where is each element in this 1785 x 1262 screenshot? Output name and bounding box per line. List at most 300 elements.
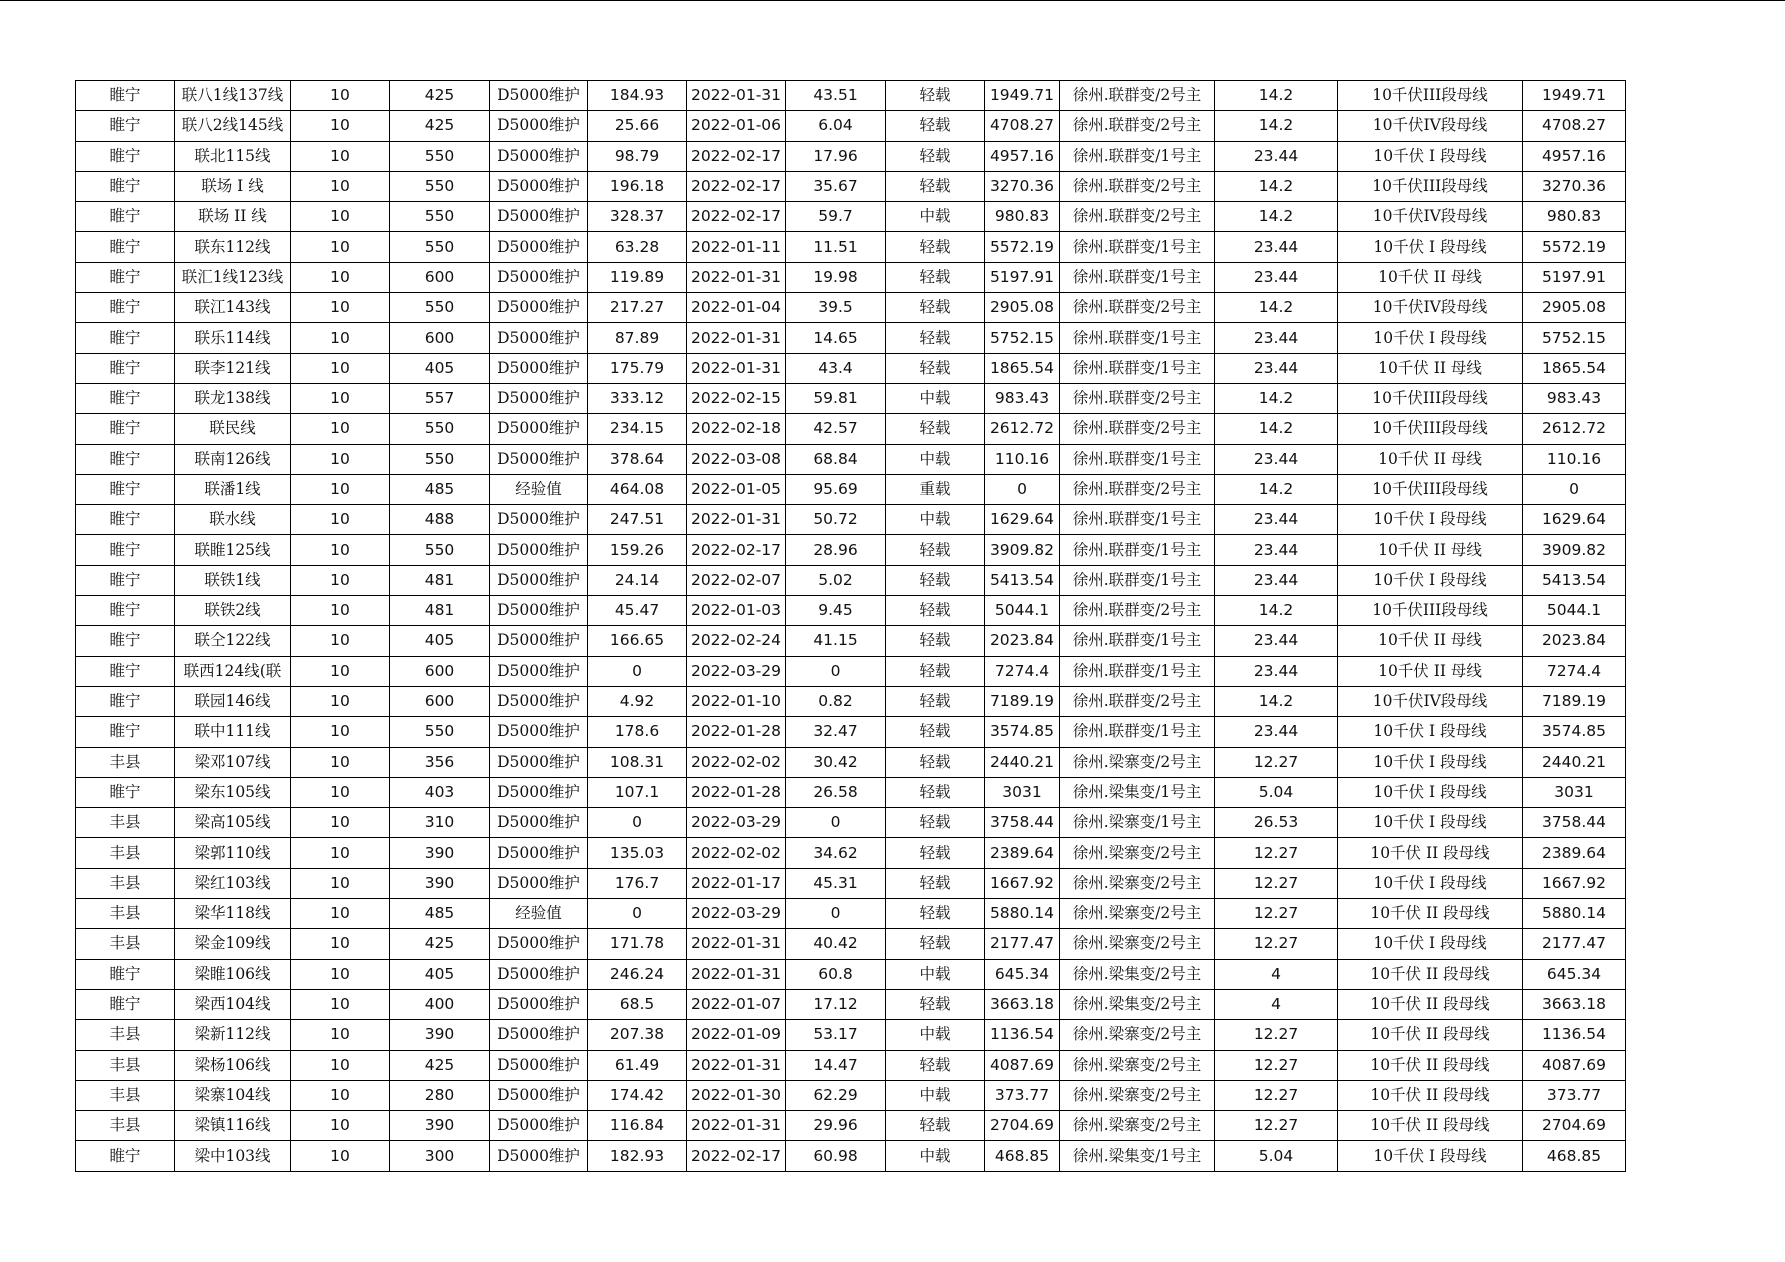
cell-transformer-capacity: 5.04	[1215, 1141, 1338, 1171]
table-row	[76, 81, 1626, 111]
cell-voltage-kv: 10	[291, 596, 390, 626]
cell-load-level: 轻载	[886, 323, 985, 353]
cell-bus-section: 10千伏 II 母线	[1338, 535, 1523, 565]
cell-max-date: 2022-03-29	[687, 899, 786, 929]
cell-load-rate: 29.96	[786, 1111, 886, 1141]
cell-line-name: 联园146线	[175, 686, 291, 716]
cell-bus-section: 10千伏IV段母线	[1338, 686, 1523, 716]
cell-load-level: 中载	[886, 1080, 985, 1110]
cell-capacity-repeat: 1865.54	[1523, 353, 1626, 383]
cell-current-source: D5000维护	[490, 717, 588, 747]
cell-load-rate: 28.96	[786, 535, 886, 565]
cell-max-date: 2022-03-29	[687, 808, 786, 838]
cell-max-current: 217.27	[588, 293, 687, 323]
cell-load-rate: 41.15	[786, 626, 886, 656]
cell-line-name: 联民线	[175, 414, 291, 444]
cell-substation-transformer: 徐州.联群变/2号主	[1060, 171, 1215, 201]
cell-available-capacity: 110.16	[985, 444, 1060, 474]
cell-rated-current: 390	[390, 838, 490, 868]
cell-capacity-repeat: 3758.44	[1523, 808, 1626, 838]
cell-capacity-repeat: 0	[1523, 474, 1626, 504]
cell-rated-current: 550	[390, 414, 490, 444]
cell-available-capacity: 2612.72	[985, 414, 1060, 444]
cell-bus-section: 10千伏 II 母线	[1338, 353, 1523, 383]
cell-county: 睢宁	[76, 353, 175, 383]
cell-rated-current: 600	[390, 656, 490, 686]
cell-available-capacity: 7274.4	[985, 656, 1060, 686]
table-row	[76, 929, 1626, 959]
cell-transformer-capacity: 12.27	[1215, 838, 1338, 868]
cell-substation-transformer: 徐州.联群变/2号主	[1060, 202, 1215, 232]
table-row	[76, 383, 1626, 413]
cell-substation-transformer: 徐州.联群变/2号主	[1060, 414, 1215, 444]
cell-county: 睢宁	[76, 656, 175, 686]
cell-capacity-repeat: 5044.1	[1523, 596, 1626, 626]
table-row	[76, 838, 1626, 868]
cell-max-current: 61.49	[588, 1050, 687, 1080]
cell-rated-current: 600	[390, 262, 490, 292]
cell-voltage-kv: 10	[291, 111, 390, 141]
cell-available-capacity: 0	[985, 474, 1060, 504]
cell-load-rate: 62.29	[786, 1080, 886, 1110]
cell-transformer-capacity: 23.44	[1215, 535, 1338, 565]
cell-available-capacity: 2177.47	[985, 929, 1060, 959]
table-row	[76, 686, 1626, 716]
cell-load-rate: 60.8	[786, 959, 886, 989]
cell-load-rate: 59.7	[786, 202, 886, 232]
cell-transformer-capacity: 23.44	[1215, 262, 1338, 292]
cell-county: 睢宁	[76, 596, 175, 626]
cell-capacity-repeat: 5880.14	[1523, 899, 1626, 929]
cell-bus-section: 10千伏III段母线	[1338, 383, 1523, 413]
cell-max-date: 2022-01-31	[687, 929, 786, 959]
cell-max-date: 2022-02-17	[687, 171, 786, 201]
cell-transformer-capacity: 4	[1215, 989, 1338, 1019]
cell-capacity-repeat: 2389.64	[1523, 838, 1626, 868]
cell-available-capacity: 2440.21	[985, 747, 1060, 777]
cell-bus-section: 10千伏 II 段母线	[1338, 959, 1523, 989]
cell-substation-transformer: 徐州.梁寨变/2号主	[1060, 838, 1215, 868]
cell-line-name: 联八2线145线	[175, 111, 291, 141]
cell-max-current: 171.78	[588, 929, 687, 959]
cell-bus-section: 10千伏 II 段母线	[1338, 1050, 1523, 1080]
cell-capacity-repeat: 5752.15	[1523, 323, 1626, 353]
cell-voltage-kv: 10	[291, 656, 390, 686]
cell-current-source: D5000维护	[490, 232, 588, 262]
cell-transformer-capacity: 14.2	[1215, 686, 1338, 716]
cell-max-date: 2022-01-03	[687, 596, 786, 626]
cell-line-name: 梁高105线	[175, 808, 291, 838]
cell-load-level: 轻载	[886, 1050, 985, 1080]
cell-capacity-repeat: 5197.91	[1523, 262, 1626, 292]
cell-load-rate: 43.4	[786, 353, 886, 383]
cell-max-current: 107.1	[588, 777, 687, 807]
cell-transformer-capacity: 12.27	[1215, 1050, 1338, 1080]
cell-county: 睢宁	[76, 505, 175, 535]
cell-load-level: 轻载	[886, 414, 985, 444]
cell-available-capacity: 1136.54	[985, 1020, 1060, 1050]
cell-max-date: 2022-01-07	[687, 989, 786, 1019]
cell-transformer-capacity: 12.27	[1215, 1111, 1338, 1141]
cell-available-capacity: 5752.15	[985, 323, 1060, 353]
cell-current-source: 经验值	[490, 899, 588, 929]
cell-transformer-capacity: 14.2	[1215, 202, 1338, 232]
cell-substation-transformer: 徐州.联群变/2号主	[1060, 293, 1215, 323]
cell-substation-transformer: 徐州.联群变/1号主	[1060, 141, 1215, 171]
cell-county: 睢宁	[76, 111, 175, 141]
cell-county: 睢宁	[76, 474, 175, 504]
cell-current-source: D5000维护	[490, 202, 588, 232]
cell-voltage-kv: 10	[291, 535, 390, 565]
cell-bus-section: 10千伏 I 段母线	[1338, 323, 1523, 353]
cell-max-date: 2022-01-31	[687, 323, 786, 353]
cell-bus-section: 10千伏 I 段母线	[1338, 232, 1523, 262]
cell-load-level: 轻载	[886, 535, 985, 565]
cell-bus-section: 10千伏 I 段母线	[1338, 777, 1523, 807]
cell-line-name: 梁华118线	[175, 899, 291, 929]
cell-load-level: 轻载	[886, 171, 985, 201]
cell-line-name: 梁红103线	[175, 868, 291, 898]
cell-load-rate: 14.47	[786, 1050, 886, 1080]
cell-substation-transformer: 徐州.梁集变/2号主	[1060, 959, 1215, 989]
cell-county: 丰县	[76, 1080, 175, 1110]
cell-transformer-capacity: 12.27	[1215, 929, 1338, 959]
cell-load-level: 中载	[886, 383, 985, 413]
cell-capacity-repeat: 7189.19	[1523, 686, 1626, 716]
cell-load-level: 轻载	[886, 141, 985, 171]
cell-available-capacity: 3909.82	[985, 535, 1060, 565]
cell-current-source: 经验值	[490, 474, 588, 504]
table-row	[76, 474, 1626, 504]
cell-rated-current: 557	[390, 383, 490, 413]
cell-load-level: 轻载	[886, 989, 985, 1019]
cell-transformer-capacity: 12.27	[1215, 747, 1338, 777]
cell-rated-current: 310	[390, 808, 490, 838]
cell-current-source: D5000维护	[490, 293, 588, 323]
cell-rated-current: 481	[390, 565, 490, 595]
cell-available-capacity: 2704.69	[985, 1111, 1060, 1141]
cell-max-current: 119.89	[588, 262, 687, 292]
cell-transformer-capacity: 14.2	[1215, 171, 1338, 201]
cell-line-name: 联潘1线	[175, 474, 291, 504]
cell-max-current: 135.03	[588, 838, 687, 868]
cell-max-current: 25.66	[588, 111, 687, 141]
cell-current-source: D5000维护	[490, 1020, 588, 1050]
cell-load-rate: 34.62	[786, 838, 886, 868]
cell-rated-current: 390	[390, 1111, 490, 1141]
cell-load-level: 轻载	[886, 262, 985, 292]
cell-max-date: 2022-01-17	[687, 868, 786, 898]
cell-max-current: 247.51	[588, 505, 687, 535]
cell-line-name: 梁寨104线	[175, 1080, 291, 1110]
cell-max-current: 328.37	[588, 202, 687, 232]
cell-substation-transformer: 徐州.梁寨变/2号主	[1060, 1020, 1215, 1050]
cell-rated-current: 405	[390, 626, 490, 656]
cell-voltage-kv: 10	[291, 202, 390, 232]
cell-capacity-repeat: 3574.85	[1523, 717, 1626, 747]
table-row	[76, 293, 1626, 323]
cell-rated-current: 405	[390, 959, 490, 989]
cell-max-current: 234.15	[588, 414, 687, 444]
cell-substation-transformer: 徐州.联群变/2号主	[1060, 383, 1215, 413]
cell-voltage-kv: 10	[291, 777, 390, 807]
cell-voltage-kv: 10	[291, 1111, 390, 1141]
cell-rated-current: 600	[390, 323, 490, 353]
cell-max-current: 4.92	[588, 686, 687, 716]
table-row	[76, 747, 1626, 777]
cell-max-current: 175.79	[588, 353, 687, 383]
cell-load-rate: 0	[786, 808, 886, 838]
table-row	[76, 1020, 1626, 1050]
cell-capacity-repeat: 645.34	[1523, 959, 1626, 989]
cell-bus-section: 10千伏 I 段母线	[1338, 717, 1523, 747]
cell-county: 睢宁	[76, 626, 175, 656]
cell-available-capacity: 3574.85	[985, 717, 1060, 747]
cell-rated-current: 485	[390, 899, 490, 929]
cell-voltage-kv: 10	[291, 444, 390, 474]
cell-current-source: D5000维护	[490, 565, 588, 595]
cell-rated-current: 405	[390, 353, 490, 383]
cell-bus-section: 10千伏IV段母线	[1338, 293, 1523, 323]
table-row	[76, 353, 1626, 383]
table-row	[76, 202, 1626, 232]
cell-available-capacity: 4708.27	[985, 111, 1060, 141]
cell-load-level: 轻载	[886, 838, 985, 868]
cell-max-date: 2022-01-28	[687, 717, 786, 747]
cell-substation-transformer: 徐州.梁寨变/2号主	[1060, 1050, 1215, 1080]
cell-line-name: 联东112线	[175, 232, 291, 262]
cell-transformer-capacity: 23.44	[1215, 565, 1338, 595]
cell-line-name: 联八1线137线	[175, 81, 291, 111]
cell-voltage-kv: 10	[291, 81, 390, 111]
cell-load-rate: 40.42	[786, 929, 886, 959]
cell-transformer-capacity: 14.2	[1215, 293, 1338, 323]
cell-bus-section: 10千伏III段母线	[1338, 171, 1523, 201]
table-row	[76, 717, 1626, 747]
cell-county: 丰县	[76, 1111, 175, 1141]
cell-substation-transformer: 徐州.联群变/2号主	[1060, 81, 1215, 111]
cell-bus-section: 10千伏III段母线	[1338, 414, 1523, 444]
cell-bus-section: 10千伏 II 段母线	[1338, 989, 1523, 1019]
cell-max-date: 2022-01-31	[687, 353, 786, 383]
table-row	[76, 262, 1626, 292]
cell-line-name: 梁邓107线	[175, 747, 291, 777]
table-row	[76, 565, 1626, 595]
cell-max-current: 45.47	[588, 596, 687, 626]
table-row	[76, 596, 1626, 626]
cell-capacity-repeat: 373.77	[1523, 1080, 1626, 1110]
cell-current-source: D5000维护	[490, 505, 588, 535]
cell-available-capacity: 980.83	[985, 202, 1060, 232]
cell-substation-transformer: 徐州.梁寨变/2号主	[1060, 1111, 1215, 1141]
cell-rated-current: 425	[390, 111, 490, 141]
cell-line-name: 梁睢106线	[175, 959, 291, 989]
cell-max-date: 2022-03-29	[687, 656, 786, 686]
cell-available-capacity: 5197.91	[985, 262, 1060, 292]
cell-substation-transformer: 徐州.梁集变/1号主	[1060, 777, 1215, 807]
table-row	[76, 989, 1626, 1019]
cell-transformer-capacity: 23.44	[1215, 232, 1338, 262]
cell-max-date: 2022-02-07	[687, 565, 786, 595]
cell-voltage-kv: 10	[291, 808, 390, 838]
cell-max-current: 207.38	[588, 1020, 687, 1050]
cell-load-level: 轻载	[886, 929, 985, 959]
cell-county: 丰县	[76, 899, 175, 929]
cell-available-capacity: 5413.54	[985, 565, 1060, 595]
cell-line-name: 梁中103线	[175, 1141, 291, 1171]
cell-bus-section: 10千伏 II 段母线	[1338, 1020, 1523, 1050]
cell-county: 丰县	[76, 1050, 175, 1080]
cell-transformer-capacity: 23.44	[1215, 323, 1338, 353]
cell-county: 睢宁	[76, 414, 175, 444]
cell-voltage-kv: 10	[291, 1080, 390, 1110]
cell-load-rate: 0	[786, 656, 886, 686]
cell-max-current: 24.14	[588, 565, 687, 595]
cell-transformer-capacity: 12.27	[1215, 1020, 1338, 1050]
cell-available-capacity: 4087.69	[985, 1050, 1060, 1080]
cell-load-rate: 60.98	[786, 1141, 886, 1171]
table-row	[76, 232, 1626, 262]
cell-max-date: 2022-01-31	[687, 1111, 786, 1141]
cell-load-rate: 45.31	[786, 868, 886, 898]
cell-max-date: 2022-01-31	[687, 505, 786, 535]
cell-available-capacity: 5044.1	[985, 596, 1060, 626]
cell-max-date: 2022-01-06	[687, 111, 786, 141]
cell-load-rate: 0.82	[786, 686, 886, 716]
cell-bus-section: 10千伏III段母线	[1338, 596, 1523, 626]
cell-voltage-kv: 10	[291, 1141, 390, 1171]
cell-substation-transformer: 徐州.联群变/2号主	[1060, 111, 1215, 141]
cell-substation-transformer: 徐州.联群变/1号主	[1060, 626, 1215, 656]
cell-rated-current: 390	[390, 1020, 490, 1050]
cell-available-capacity: 3031	[985, 777, 1060, 807]
cell-current-source: D5000维护	[490, 262, 588, 292]
cell-max-date: 2022-01-28	[687, 777, 786, 807]
cell-current-source: D5000维护	[490, 808, 588, 838]
cell-county: 睢宁	[76, 959, 175, 989]
cell-capacity-repeat: 3909.82	[1523, 535, 1626, 565]
cell-bus-section: 10千伏 I 段母线	[1338, 1141, 1523, 1171]
cell-max-current: 182.93	[588, 1141, 687, 1171]
cell-rated-current: 425	[390, 1050, 490, 1080]
cell-load-level: 轻载	[886, 626, 985, 656]
cell-line-name: 梁西104线	[175, 989, 291, 1019]
table-row	[76, 959, 1626, 989]
cell-bus-section: 10千伏 I 段母线	[1338, 565, 1523, 595]
cell-transformer-capacity: 12.27	[1215, 899, 1338, 929]
cell-current-source: D5000维护	[490, 444, 588, 474]
cell-voltage-kv: 10	[291, 141, 390, 171]
cell-county: 睢宁	[76, 444, 175, 474]
cell-transformer-capacity: 23.44	[1215, 626, 1338, 656]
cell-available-capacity: 3663.18	[985, 989, 1060, 1019]
cell-available-capacity: 3758.44	[985, 808, 1060, 838]
cell-county: 丰县	[76, 808, 175, 838]
cell-capacity-repeat: 983.43	[1523, 383, 1626, 413]
table-row	[76, 414, 1626, 444]
cell-voltage-kv: 10	[291, 717, 390, 747]
cell-max-date: 2022-02-15	[687, 383, 786, 413]
cell-transformer-capacity: 5.04	[1215, 777, 1338, 807]
cell-max-current: 166.65	[588, 626, 687, 656]
cell-available-capacity: 373.77	[985, 1080, 1060, 1110]
cell-load-rate: 5.02	[786, 565, 886, 595]
cell-max-current: 63.28	[588, 232, 687, 262]
table-body	[76, 81, 1626, 1172]
cell-load-rate: 59.81	[786, 383, 886, 413]
cell-transformer-capacity: 23.44	[1215, 656, 1338, 686]
cell-voltage-kv: 10	[291, 414, 390, 444]
cell-max-date: 2022-01-09	[687, 1020, 786, 1050]
cell-voltage-kv: 10	[291, 747, 390, 777]
cell-voltage-kv: 10	[291, 838, 390, 868]
cell-voltage-kv: 10	[291, 565, 390, 595]
table-row	[76, 535, 1626, 565]
table-row	[76, 868, 1626, 898]
cell-load-level: 轻载	[886, 232, 985, 262]
cell-capacity-repeat: 2177.47	[1523, 929, 1626, 959]
cell-available-capacity: 1865.54	[985, 353, 1060, 383]
cell-county: 睢宁	[76, 717, 175, 747]
cell-bus-section: 10千伏 I 段母线	[1338, 868, 1523, 898]
cell-county: 睢宁	[76, 565, 175, 595]
cell-voltage-kv: 10	[291, 474, 390, 504]
cell-max-date: 2022-01-31	[687, 262, 786, 292]
cell-available-capacity: 2023.84	[985, 626, 1060, 656]
cell-line-name: 联汇1线123线	[175, 262, 291, 292]
cell-county: 睢宁	[76, 293, 175, 323]
cell-bus-section: 10千伏 I 段母线	[1338, 141, 1523, 171]
cell-capacity-repeat: 5413.54	[1523, 565, 1626, 595]
cell-load-rate: 26.58	[786, 777, 886, 807]
cell-current-source: D5000维护	[490, 535, 588, 565]
cell-max-current: 68.5	[588, 989, 687, 1019]
cell-load-level: 中载	[886, 444, 985, 474]
cell-available-capacity: 5880.14	[985, 899, 1060, 929]
cell-load-rate: 35.67	[786, 171, 886, 201]
cell-max-current: 0	[588, 656, 687, 686]
cell-current-source: D5000维护	[490, 383, 588, 413]
cell-max-date: 2022-01-10	[687, 686, 786, 716]
cell-substation-transformer: 徐州.联群变/1号主	[1060, 505, 1215, 535]
cell-current-source: D5000维护	[490, 596, 588, 626]
cell-transformer-capacity: 23.44	[1215, 141, 1338, 171]
cell-line-name: 梁东105线	[175, 777, 291, 807]
cell-max-current: 98.79	[588, 141, 687, 171]
cell-current-source: D5000维护	[490, 838, 588, 868]
cell-transformer-capacity: 12.27	[1215, 868, 1338, 898]
cell-substation-transformer: 徐州.梁集变/1号主	[1060, 1141, 1215, 1171]
cell-load-level: 轻载	[886, 353, 985, 383]
table-row	[76, 323, 1626, 353]
cell-line-name: 联场 II 线	[175, 202, 291, 232]
cell-rated-current: 425	[390, 81, 490, 111]
cell-rated-current: 485	[390, 474, 490, 504]
cell-line-name: 联李121线	[175, 353, 291, 383]
cell-current-source: D5000维护	[490, 1111, 588, 1141]
cell-capacity-repeat: 2905.08	[1523, 293, 1626, 323]
table-row	[76, 111, 1626, 141]
cell-capacity-repeat: 1629.64	[1523, 505, 1626, 535]
cell-capacity-repeat: 2023.84	[1523, 626, 1626, 656]
cell-rated-current: 400	[390, 989, 490, 1019]
cell-current-source: D5000维护	[490, 656, 588, 686]
cell-county: 丰县	[76, 929, 175, 959]
table-row	[76, 1080, 1626, 1110]
cell-max-date: 2022-03-08	[687, 444, 786, 474]
cell-max-current: 0	[588, 899, 687, 929]
cell-capacity-repeat: 1949.71	[1523, 81, 1626, 111]
